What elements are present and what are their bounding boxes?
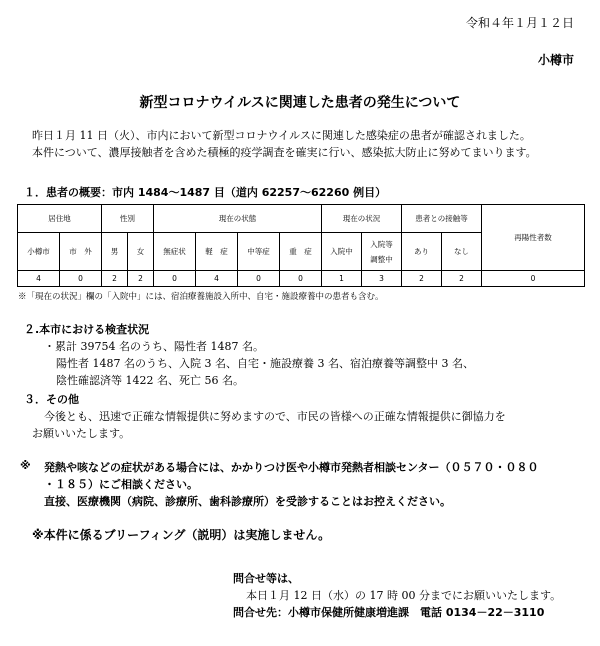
contact-title: 問合せ等は、 (233, 572, 299, 585)
subheader-asymptomatic: 無症状 (154, 233, 196, 271)
header-repositive-count: 再陽性者数 (482, 205, 585, 271)
value-repositive: 0 (482, 271, 585, 287)
subheader-outside-city: 市 外 (60, 233, 102, 271)
value-contact-no: 2 (442, 271, 482, 287)
section2-line-2: 陽性者 1487 名のうち、入院 3 名、自宅・施設療養 3 名、宿泊療養等調整中 3 名、 (56, 357, 474, 370)
section2-line-1: ・累計 39754 名のうち、陽性者 1487 名。 (44, 340, 264, 353)
patient-summary-table (17, 204, 585, 287)
section3-heading: ３．その他 (24, 393, 79, 406)
subheader-male: 男 (102, 233, 128, 271)
intro-line-1: 昨日１月 11 日（火）、市内において新型コロナウイルスに関連した感染症の患者が確認されました。 (32, 129, 531, 142)
section3-line-1: 今後とも、迅速で正確な情報提供に努めますので、市民の皆様への正確な情報提供に御協力を (44, 410, 506, 423)
header-current-status: 現在の状況 (322, 205, 402, 233)
section1-heading: １．患者の概要：市内 1484～1487 目（道内 62257～62260 例目） (24, 186, 387, 199)
subheader-adjusting: 入院等 調整中 (362, 233, 402, 271)
subheader-moderate: 中等症 (238, 233, 280, 271)
section2-line-3: 陰性確認済等 1422 名、死亡 56 名。 (56, 374, 244, 387)
subheader-mild: 軽 症 (196, 233, 238, 271)
issuing-organization: 小樽市 (537, 53, 574, 67)
value-male: 2 (102, 271, 128, 287)
value-moderate: 0 (238, 271, 280, 287)
value-hospitalized: 1 (322, 271, 362, 287)
notice-line-1: 発熱や咳などの症状がある場合には、かかりつけ医や小樽市発熱者相談センター（０５７０・０８０ (44, 461, 539, 474)
briefing-notice: ※本件に係るブリーフィング（説明）は実施しません。 (32, 528, 331, 542)
value-mild: 4 (196, 271, 238, 287)
value-contact-yes: 2 (402, 271, 442, 287)
subheader-severe: 重 症 (280, 233, 322, 271)
table-group-header-row (18, 205, 585, 233)
value-asymptomatic: 0 (154, 271, 196, 287)
notice-line-3: 直接、医療機関（病院、診療所、歯科診療所）を受診することはお控えください。 (44, 495, 451, 508)
subheader-hospitalized: 入院中 (322, 233, 362, 271)
header-contact: 患者との接触等 (402, 205, 482, 233)
value-outside-city: 0 (60, 271, 102, 287)
header-gender: 性別 (102, 205, 154, 233)
subheader-otaru: 小樽市 (18, 233, 60, 271)
section3-line-2: お願いいたします。 (32, 427, 131, 440)
notice-mark: ※ (20, 459, 31, 472)
header-current-condition: 現在の状態 (154, 205, 322, 233)
table-value-row (18, 271, 585, 287)
notice-line-2: ・１８５）にご相談ください。 (44, 478, 198, 491)
value-otaru: 4 (18, 271, 60, 287)
section2-heading: ２.本市における検査状況 (24, 323, 150, 336)
contact-details: 問合せ先：小樽市保健所健康増進課 電話 0134－22－3110 (233, 606, 545, 619)
header-residence: 居住地 (18, 205, 102, 233)
value-female: 2 (128, 271, 154, 287)
intro-line-2: 本件について、濃厚接触者を含めた積極的疫学調査を確実に行い、感染拡大防止に努めてまいります。 (32, 146, 537, 159)
value-severe: 0 (280, 271, 322, 287)
subheader-contact-no: なし (442, 233, 482, 271)
subheader-female: 女 (128, 233, 154, 271)
subheader-contact-yes: あり (402, 233, 442, 271)
value-adjusting: 3 (362, 271, 402, 287)
document-title: 新型コロナウイルスに関連した患者の発生について (139, 95, 461, 111)
document-date: 令和４年１月１２日 (465, 16, 574, 30)
contact-deadline: 本日１月 12 日（水）の 17 時 00 分までにお願いいたします。 (246, 589, 562, 602)
table-footnote: ※「現在の状況」欄の「入院中」には、宿泊療養施設入所中、自宅・施設療養中の患者も含む。 (18, 292, 384, 302)
